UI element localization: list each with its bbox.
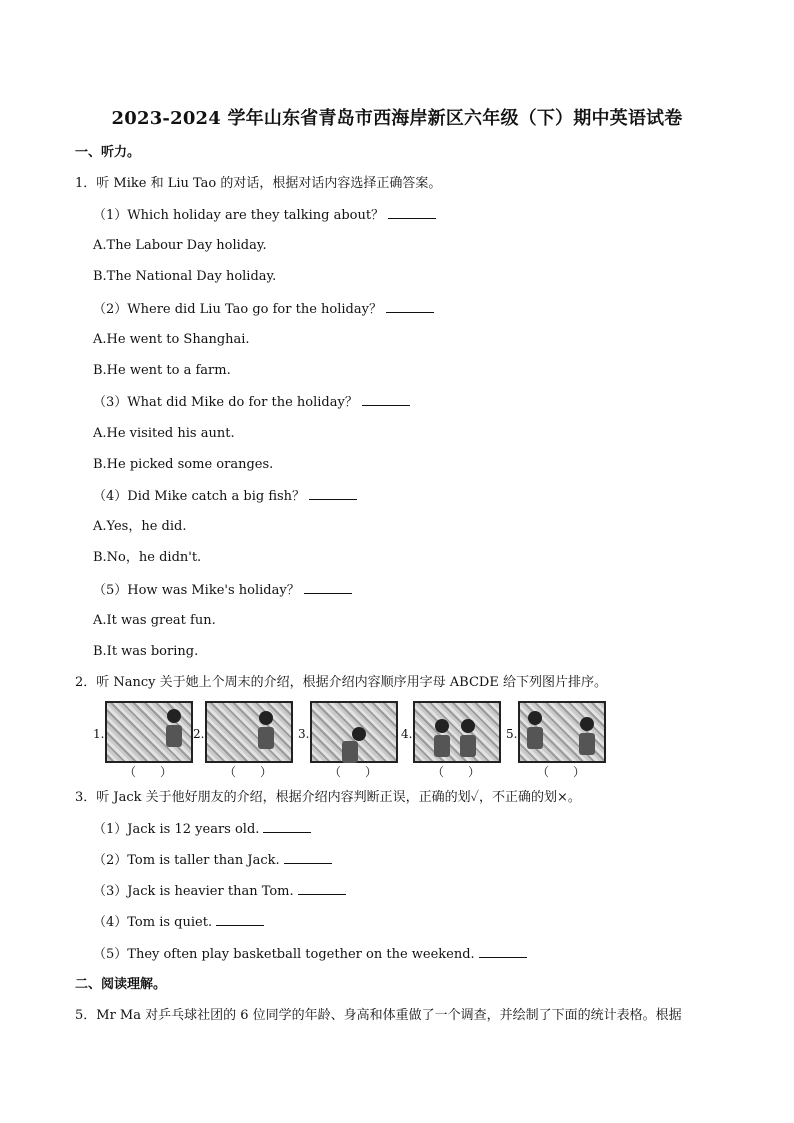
q1-1-option-b: B.The National Day holiday. xyxy=(93,269,277,284)
picture-number: 1. xyxy=(93,727,105,741)
q1-3-question: （3）What did Mike do for the holiday？ xyxy=(93,393,410,412)
answer-blank[interactable] xyxy=(304,581,352,594)
answer-blank[interactable] xyxy=(479,945,527,958)
picture-number: 5. xyxy=(506,727,518,741)
picture-image xyxy=(413,701,501,763)
answer-blank[interactable] xyxy=(284,851,332,864)
answer-blank[interactable] xyxy=(386,300,434,313)
picture-image xyxy=(205,701,293,763)
section-reading-heading: 二、阅读理解。 xyxy=(75,977,167,992)
q3-stem: 3．听 Jack 关于他好朋友的介绍，根据介绍内容判断正误，正确的划✓，不正确的划×。 xyxy=(75,790,581,805)
answer-paren[interactable]: （ ） xyxy=(431,765,480,779)
q1-stem: 1．听 Mike 和 Liu Tao 的对话，根据对话内容选择正确答案。 xyxy=(75,176,442,191)
answer-blank[interactable] xyxy=(362,393,410,406)
exam-title: 2023-2024 学年山东省青岛市西海岸新区六年级（下）期中英语试卷 xyxy=(111,108,683,129)
q1-5-question: （5）How was Mike's holiday？ xyxy=(93,581,352,600)
q1-4-question: （4）Did Mike catch a big fish？ xyxy=(93,487,357,506)
answer-paren[interactable]: （ ） xyxy=(328,765,377,779)
answer-paren[interactable]: （ ） xyxy=(536,765,585,779)
q1-4-option-b: B.No，he didn't. xyxy=(93,550,202,565)
q3-4-statement: （4）Tom is quiet. xyxy=(93,913,264,932)
q1-1-question: （1）Which holiday are they talking about？ xyxy=(93,206,436,225)
answer-blank[interactable] xyxy=(309,487,357,500)
q3-1-statement: （1）Jack is 12 years old. xyxy=(93,820,311,839)
answer-blank[interactable] xyxy=(388,206,436,219)
q3-3-statement: （3）Jack is heavier than Tom. xyxy=(93,882,346,901)
q1-5-option-a: A.It was great fun. xyxy=(93,613,216,628)
picture-image xyxy=(105,701,193,763)
picture-number: 2. xyxy=(193,727,205,741)
q1-2-question: （2）Where did Liu Tao go for the holiday？ xyxy=(93,300,434,319)
q5-stem: 5．Mr Ma 对乒乓球社团的 6 位同学的年龄、身高和体重做了一个调查，并绘制了下面的统计表格。根据 xyxy=(75,1008,682,1023)
answer-blank[interactable] xyxy=(263,820,311,833)
section-listening-heading: 一、听力。 xyxy=(75,145,141,160)
answer-paren[interactable]: （ ） xyxy=(223,765,272,779)
picture-number: 4. xyxy=(401,727,413,741)
q1-4-option-a: A.Yes，he did. xyxy=(93,519,187,534)
q1-2-option-a: A.He went to Shanghai. xyxy=(93,332,250,347)
answer-blank[interactable] xyxy=(298,882,346,895)
q2-picture-row xyxy=(93,699,633,781)
q3-2-statement: （2）Tom is taller than Jack. xyxy=(93,851,332,870)
q1-1-option-a: A.The Labour Day holiday. xyxy=(93,238,267,253)
q1-2-option-b: B.He went to a farm. xyxy=(93,363,231,378)
picture-number: 3. xyxy=(298,727,310,741)
answer-paren[interactable]: （ ） xyxy=(123,765,172,779)
picture-image xyxy=(310,701,398,763)
answer-blank[interactable] xyxy=(216,913,264,926)
q3-5-statement: （5）They often play basketball together on the weekend. xyxy=(93,945,527,964)
q1-3-option-a: A.He visited his aunt. xyxy=(93,426,235,441)
q1-5-option-b: B.It was boring. xyxy=(93,644,199,659)
picture-image xyxy=(518,701,606,763)
q2-stem: 2．听 Nancy 关于她上个周末的介绍，根据介绍内容顺序用字母 ABCDE 给下列图片排序。 xyxy=(75,675,607,690)
q1-3-option-b: B.He picked some oranges. xyxy=(93,457,274,472)
